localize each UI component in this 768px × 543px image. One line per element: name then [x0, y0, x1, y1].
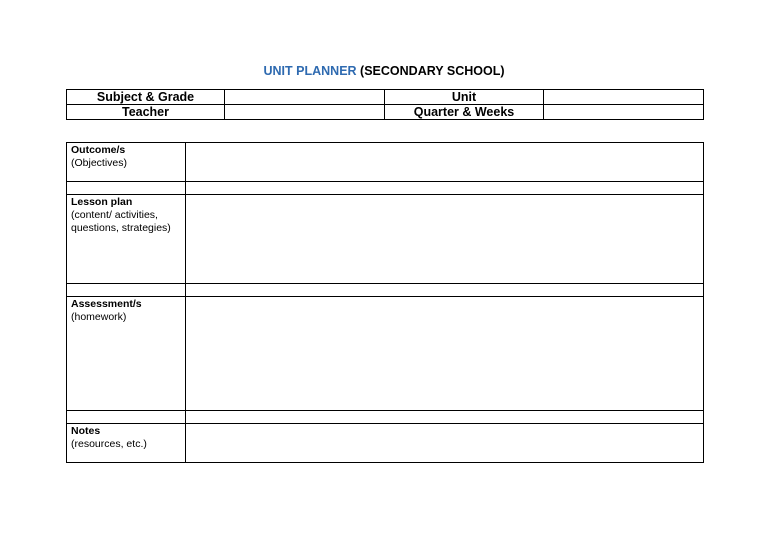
- lesson-plan-row: [67, 195, 704, 284]
- lesson-plan-field[interactable]: [186, 195, 704, 284]
- page-title-accent: UNIT PLANNER: [263, 64, 357, 78]
- subject-grade-field[interactable]: [225, 90, 385, 105]
- teacher-field[interactable]: [225, 105, 385, 120]
- assessment-subtitle: (homework): [71, 311, 127, 323]
- teacher-label: Teacher: [67, 105, 225, 120]
- subject-grade-label: Subject & Grade: [67, 90, 225, 105]
- plan-table: [66, 142, 704, 463]
- lesson-plan-label: [67, 195, 186, 284]
- notes-subtitle: (resources, etc.): [71, 438, 147, 450]
- header-row-2: [67, 105, 704, 120]
- header-table: [66, 89, 704, 120]
- notes-title: Notes: [71, 425, 101, 437]
- notes-row: [67, 424, 704, 463]
- spacer-cell: [186, 284, 704, 297]
- spacer-cell: [67, 284, 186, 297]
- header-row-1: [67, 90, 704, 105]
- unit-label: Unit: [385, 90, 544, 105]
- assessment-title: Assessment/s: [71, 298, 142, 310]
- quarter-weeks-field[interactable]: [544, 105, 704, 120]
- spacer-row-3: [67, 411, 704, 424]
- outcomes-row: [67, 143, 704, 182]
- outcomes-field[interactable]: [186, 143, 704, 182]
- outcomes-label: [67, 143, 186, 182]
- notes-field[interactable]: [186, 424, 704, 463]
- lesson-plan-subtitle: (content/ activities, questions, strategies): [71, 209, 171, 234]
- spacer-cell: [67, 182, 186, 195]
- spacer-row-2: [67, 284, 704, 297]
- assessment-field[interactable]: [186, 297, 704, 411]
- outcomes-title: Outcome/s: [71, 144, 126, 156]
- notes-label: [67, 424, 186, 463]
- outcomes-subtitle: (Objectives): [71, 157, 128, 169]
- lesson-plan-title: Lesson plan: [71, 196, 133, 208]
- assessment-label: [67, 297, 186, 411]
- quarter-weeks-label: Quarter & Weeks: [385, 105, 544, 120]
- spacer-row-1: [67, 182, 704, 195]
- page-title-rest: (SECONDARY SCHOOL): [360, 64, 505, 78]
- assessment-row: [67, 297, 704, 411]
- spacer-cell: [67, 411, 186, 424]
- spacer-cell: [186, 411, 704, 424]
- spacer-cell: [186, 182, 704, 195]
- page-title: [0, 64, 768, 78]
- unit-field[interactable]: [544, 90, 704, 105]
